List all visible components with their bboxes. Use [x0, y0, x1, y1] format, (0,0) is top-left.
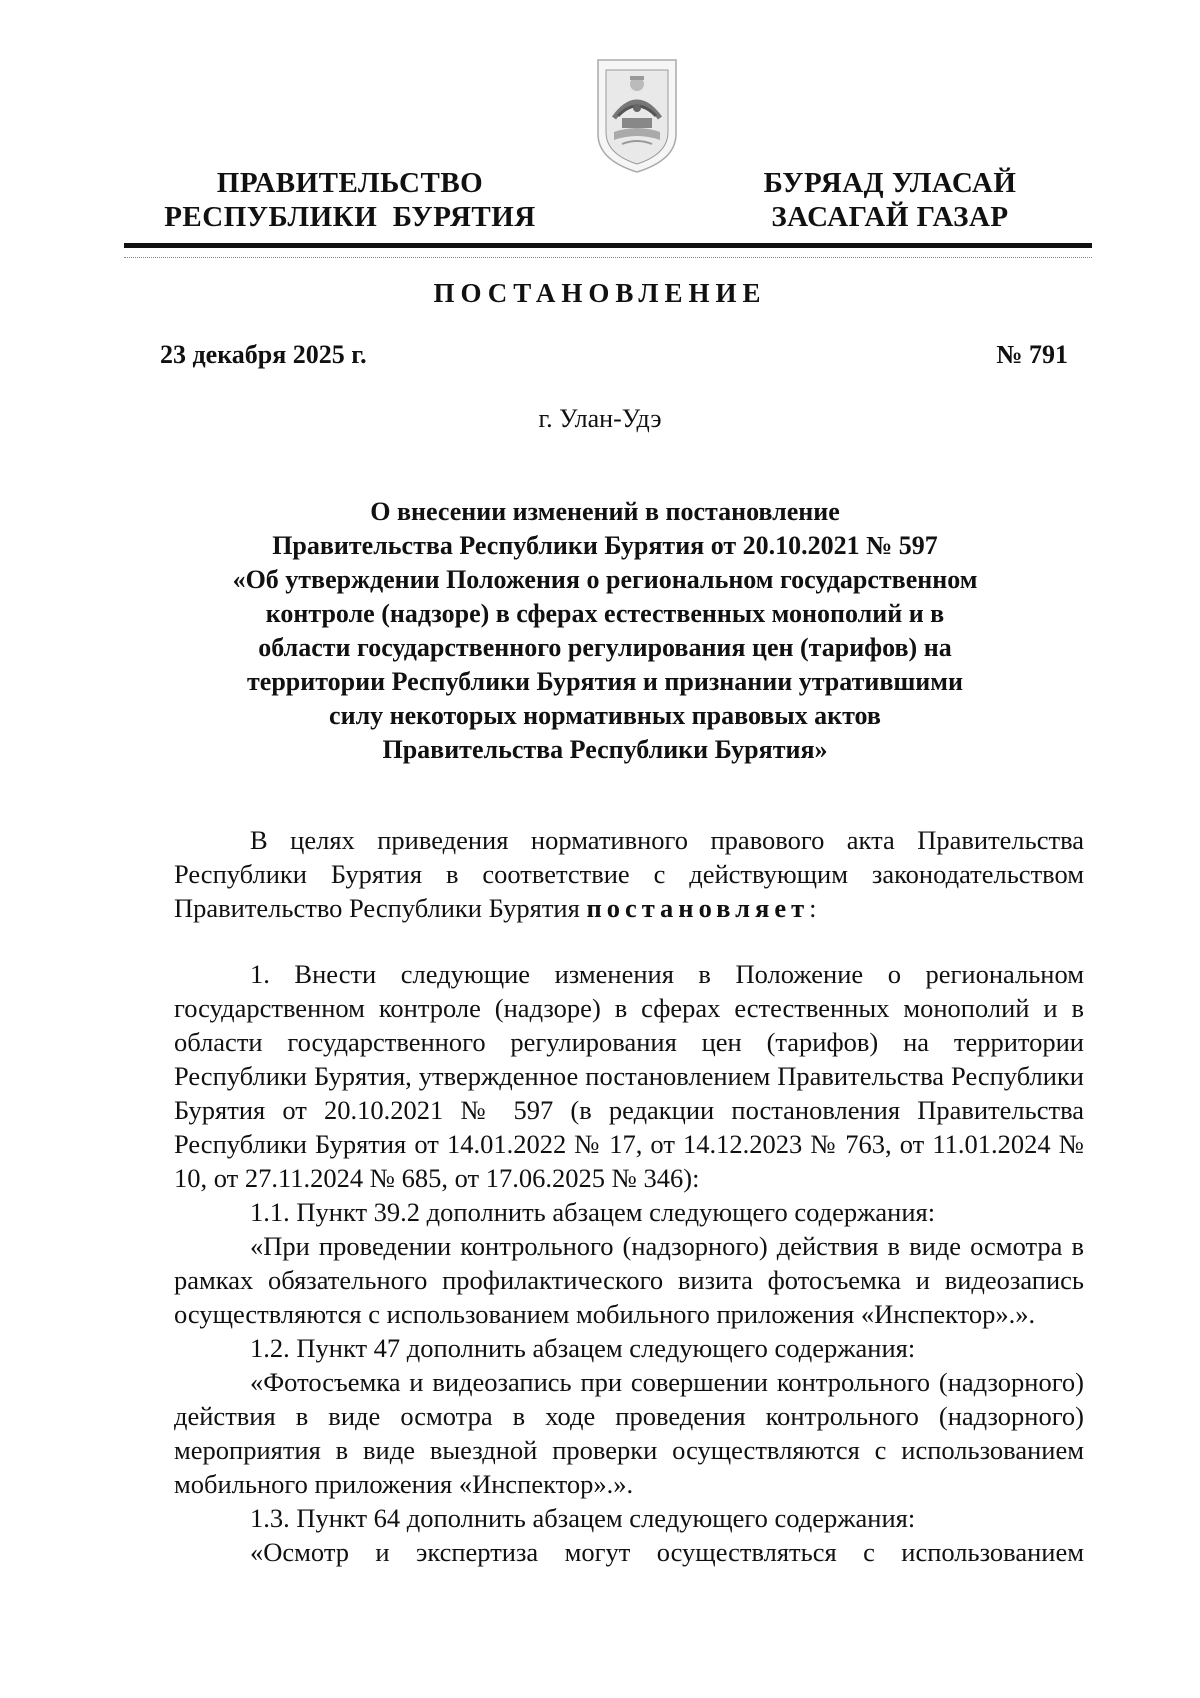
- title-line: Правительства Республики Бурятия от 20.10.2021 № 597: [272, 531, 938, 560]
- preamble: [174, 823, 1084, 925]
- body-paragraph: 1.3. Пункт 64 дополнить абзацем следующего содержания:: [250, 1503, 916, 1533]
- org-line: ЗАСАГАЙ ГАЗАР: [771, 201, 1009, 233]
- body-paragraph: 1. Внести следующие изменения в Положение о региональном государственном контроле (надзоре) в сферах естественных монополий и в области государственного регулирования цен (тарифов) на территории Республики Бурятия, утвержденное постановлением Правительства Республики Бурятия от 20.10.2021 № 597 (в редакции постановления Правительства Республики Бурятия от 14.01.2022 № 17, от 14.12.2023 № 763, от 11.01.2024 № 10, от 27.11.2024 № 685, от 17.06.2025 № 346):: [174, 959, 1084, 1193]
- coat-of-arms-emblem: [592, 56, 682, 176]
- body-paragraph: 1.2. Пункт 47 дополнить абзацем следующего содержания:: [250, 1333, 916, 1363]
- document-body: [174, 957, 1084, 1569]
- body-paragraph: «При проведении контрольного (надзорного) действия в виде осмотра в рамках обязательного профилактического визита фотосъемка и видеозапись осуществляются с использованием мобильного приложения «Инспектор».».: [174, 1231, 1084, 1329]
- document-number: № 791: [996, 340, 1068, 369]
- preamble-text: В целях приведения нормативного правового акта Правительства Республики Бурятия в соответствие с действующим законодательством Правительство Республики Бурятия: [174, 825, 1084, 923]
- org-line: РЕСПУБЛИКИ БУРЯТИЯ: [164, 201, 536, 233]
- body-paragraph: 1.1. Пункт 39.2 дополнить абзацем следующего содержания:: [250, 1197, 936, 1227]
- header-divider-thin: [124, 257, 1092, 259]
- document-type: ПОСТАНОВЛЕНИЕ: [433, 278, 767, 308]
- org-name-russian: [150, 166, 550, 234]
- title-line: О внесении изменений в постановление: [370, 497, 840, 526]
- org-line: БУРЯАД УЛАСАЙ: [763, 167, 1017, 199]
- document-date: 23 декабря 2025 г.: [160, 340, 367, 369]
- preamble-tail: :: [809, 893, 817, 923]
- body-paragraph: «Фотосъемка и видеозапись при совершении контрольного (надзорного) действия в виде осмотра в ходе проведения контрольного (надзорного) мероприятия в виде выездной проверки осуществляются с использованием мобильного приложения «Инспектор».».: [174, 1367, 1084, 1499]
- org-line: ПРАВИТЕЛЬСТВО: [216, 167, 484, 199]
- preamble-paragraph: [174, 823, 1084, 925]
- title-line: Правительства Республики Бурятия»: [382, 735, 828, 764]
- org-name-buryat: [740, 166, 1040, 234]
- body-paragraph: «Осмотр и экспертиза могут осуществляться с использованием: [250, 1537, 1084, 1567]
- title-line: силу некоторых нормативных правовых актов: [329, 701, 881, 730]
- title-line: территории Республики Бурятия и признании утратившими: [247, 667, 963, 696]
- document-city: г. Улан-Удэ: [538, 404, 662, 433]
- title-line: области государственного регулирования цен (тарифов) на: [258, 633, 952, 662]
- title-line: «Об утверждении Положения о региональном государственном: [232, 565, 978, 594]
- title-line: контроле (надзоре) в сферах естественных монополий и в: [265, 599, 945, 628]
- header-divider: [124, 243, 1092, 248]
- decree-word: постановляет: [586, 893, 810, 923]
- document-title: [170, 495, 1040, 767]
